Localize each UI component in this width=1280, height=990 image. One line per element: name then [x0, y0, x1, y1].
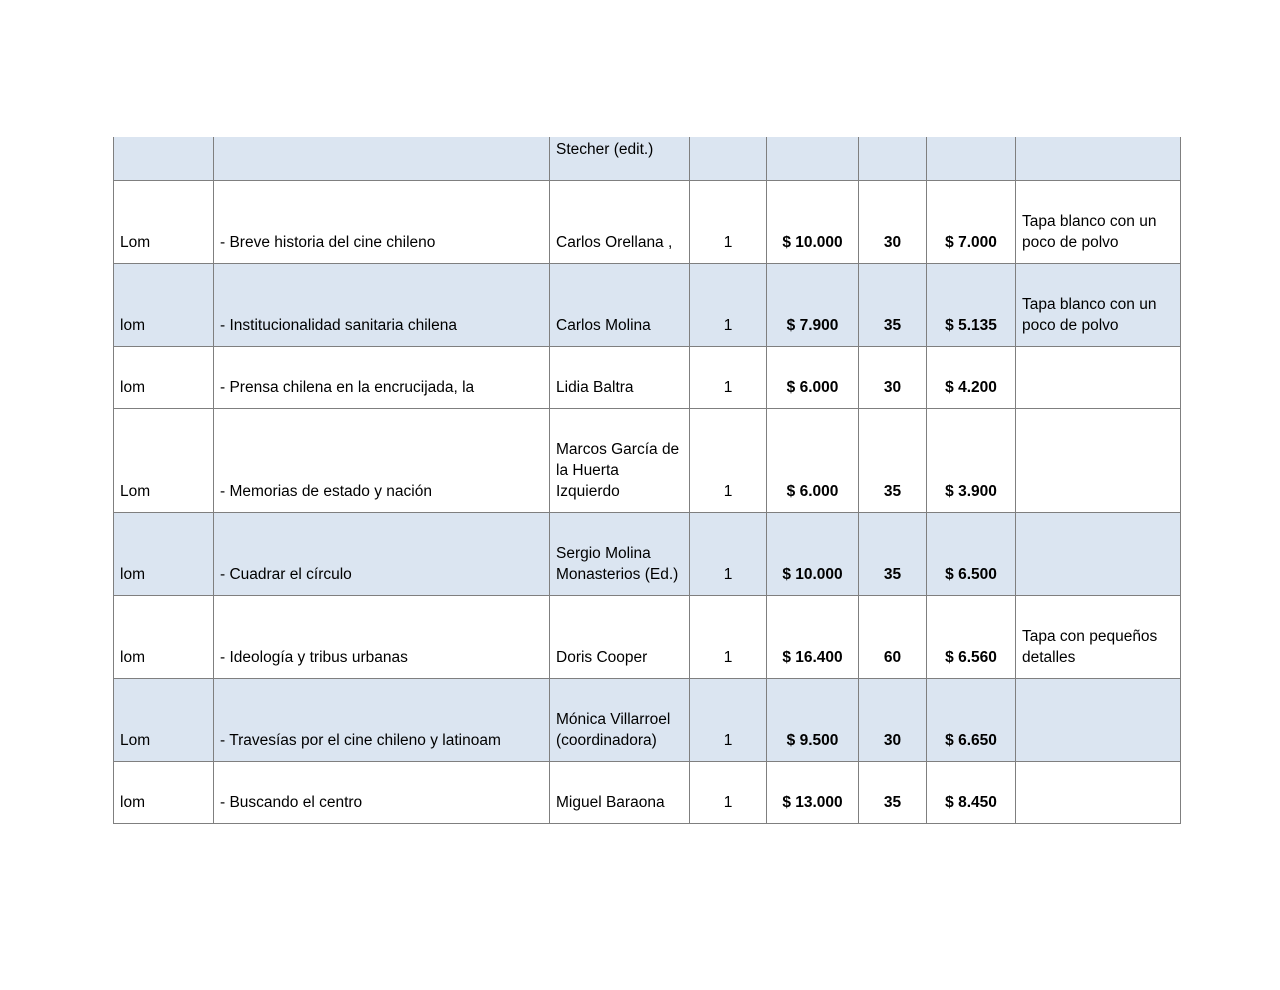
discount-cell: 30: [859, 346, 927, 408]
discount-cell: 35: [859, 512, 927, 595]
publisher-cell: lom: [114, 512, 214, 595]
author-cell: Miguel Baraona: [550, 761, 690, 823]
title-cell: - Ideología y tribus urbanas: [214, 595, 550, 678]
publisher-cell: lom: [114, 346, 214, 408]
quantity-cell: 1: [690, 678, 767, 761]
author-cell: Sergio Molina Monasterios (Ed.): [550, 512, 690, 595]
quantity-cell: [690, 137, 767, 180]
title-cell: - Breve historia del cine chileno: [214, 180, 550, 263]
author-cell: Lidia Baltra: [550, 346, 690, 408]
quantity-cell: 1: [690, 595, 767, 678]
publisher-cell: lom: [114, 595, 214, 678]
table-row: [114, 595, 1181, 678]
notes-cell: [1016, 408, 1181, 512]
price-cell: $ 6.000: [767, 408, 859, 512]
notes-cell: [1016, 346, 1181, 408]
table-row: [114, 512, 1181, 595]
table-row: [114, 263, 1181, 346]
table-row: [114, 346, 1181, 408]
net-price-cell: $ 6.650: [927, 678, 1016, 761]
notes-cell: Tapa blanco con un poco de polvo: [1016, 263, 1181, 346]
author-cell: Mónica Villarroel (coordinadora): [550, 678, 690, 761]
net-price-cell: $ 6.560: [927, 595, 1016, 678]
notes-cell: [1016, 761, 1181, 823]
author-cell: Stecher (edit.): [550, 137, 690, 180]
title-cell: - Cuadrar el círculo: [214, 512, 550, 595]
notes-cell: Tapa blanco con un poco de polvo: [1016, 180, 1181, 263]
price-cell: $ 9.500: [767, 678, 859, 761]
notes-cell: [1016, 678, 1181, 761]
price-cell: $ 13.000: [767, 761, 859, 823]
notes-cell: Tapa con pequeños detalles: [1016, 595, 1181, 678]
discount-cell: 35: [859, 263, 927, 346]
publisher-cell: Lom: [114, 180, 214, 263]
quantity-cell: 1: [690, 346, 767, 408]
author-cell: Marcos García de la Huerta Izquierdo: [550, 408, 690, 512]
notes-cell: [1016, 137, 1181, 180]
publisher-cell: [114, 137, 214, 180]
discount-cell: 30: [859, 180, 927, 263]
title-cell: - Institucionalidad sanitaria chilena: [214, 263, 550, 346]
net-price-cell: $ 6.500: [927, 512, 1016, 595]
quantity-cell: 1: [690, 180, 767, 263]
net-price-cell: $ 7.000: [927, 180, 1016, 263]
price-cell: $ 10.000: [767, 512, 859, 595]
publisher-cell: lom: [114, 263, 214, 346]
inventory-table: [113, 137, 1181, 824]
title-cell: - Buscando el centro: [214, 761, 550, 823]
publisher-cell: lom: [114, 761, 214, 823]
discount-cell: 60: [859, 595, 927, 678]
discount-cell: 35: [859, 408, 927, 512]
table-row: [114, 408, 1181, 512]
net-price-cell: $ 5.135: [927, 263, 1016, 346]
title-cell: - Memorias de estado y nación: [214, 408, 550, 512]
notes-cell: [1016, 512, 1181, 595]
discount-cell: 35: [859, 761, 927, 823]
table-row: [114, 678, 1181, 761]
price-cell: $ 6.000: [767, 346, 859, 408]
publisher-cell: Lom: [114, 678, 214, 761]
price-cell: $ 10.000: [767, 180, 859, 263]
price-cell: [767, 137, 859, 180]
title-cell: [214, 137, 550, 180]
net-price-cell: $ 3.900: [927, 408, 1016, 512]
publisher-cell: Lom: [114, 408, 214, 512]
net-price-cell: $ 8.450: [927, 761, 1016, 823]
author-cell: Carlos Orellana ,: [550, 180, 690, 263]
title-cell: - Travesías por el cine chileno y latinoam: [214, 678, 550, 761]
discount-cell: [859, 137, 927, 180]
author-cell: Doris Cooper: [550, 595, 690, 678]
net-price-cell: [927, 137, 1016, 180]
price-cell: $ 16.400: [767, 595, 859, 678]
quantity-cell: 1: [690, 512, 767, 595]
net-price-cell: $ 4.200: [927, 346, 1016, 408]
price-cell: $ 7.900: [767, 263, 859, 346]
table-row: [114, 137, 1181, 180]
table-row: [114, 180, 1181, 263]
quantity-cell: 1: [690, 408, 767, 512]
discount-cell: 30: [859, 678, 927, 761]
title-cell: - Prensa chilena en la encrucijada, la: [214, 346, 550, 408]
author-cell: Carlos Molina: [550, 263, 690, 346]
quantity-cell: 1: [690, 263, 767, 346]
quantity-cell: 1: [690, 761, 767, 823]
table-row: [114, 761, 1181, 823]
